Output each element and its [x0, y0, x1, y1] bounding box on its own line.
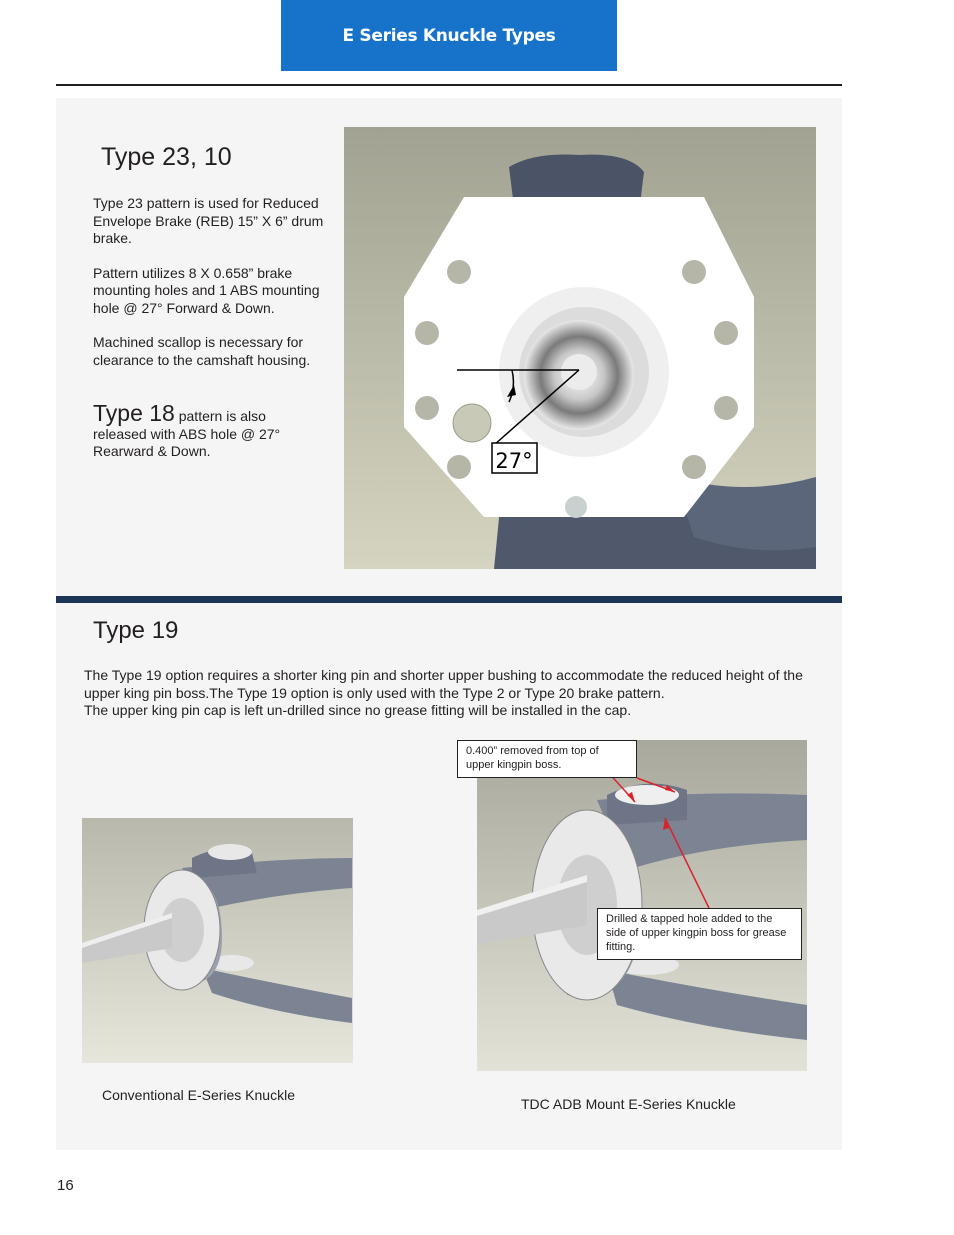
section-header-title: E Series Knuckle Types: [342, 25, 556, 46]
cap-paragraph: The upper king pin cap is left un-drilled since no grease fitting will be installed in the cap.: [84, 702, 632, 718]
angle-label: 27°: [495, 449, 533, 473]
section2-title: Type 19: [93, 617, 179, 644]
callout-boss-removed: 0.400” removed from top of upper kingpin boss.: [457, 740, 637, 778]
tdc-adb-knuckle-render: [477, 740, 807, 1071]
section1-text: [93, 195, 333, 369]
type18-heading: Type 18: [93, 400, 175, 426]
type18-text-2: released with ABS hole @ 27° Rearward & Down.: [93, 425, 281, 459]
type23-knuckle-render: [344, 127, 816, 569]
type23-paragraph: Type 23 pattern is used for Reduced Envelope Brake (REB) 15” X 6” drum brake.: [93, 195, 324, 246]
callout-grease-hole: Drilled & tapped hole added to the side of upper kingpin boss for grease fitting.: [597, 908, 802, 960]
type18-text-1: pattern is also: [178, 408, 266, 424]
type19-paragraph: The Type 19 option requires a shorter king pin and shorter upper bushing to accommodate the reduced height of the upper king pin boss.The Type 19 option is only used with the Type 2 or Type 20 brake pattern.: [84, 667, 803, 701]
type18-note: [93, 400, 333, 461]
page-number: 16: [57, 1177, 74, 1194]
caption-conventional: Conventional E-Series Knuckle: [102, 1087, 295, 1103]
section-header-tab: [281, 0, 617, 71]
section2-text: [84, 667, 814, 720]
conventional-knuckle-render: [82, 818, 353, 1063]
pattern-paragraph: Pattern utilizes 8 X 0.658” brake mounting holes and 1 ABS mounting hole @ 27° Forward & Down.: [93, 264, 320, 316]
top-rule: [56, 84, 842, 86]
section1-title: Type 23, 10: [101, 143, 232, 171]
scallop-paragraph: Machined scallop is necessary for clearance to the camshaft housing.: [93, 334, 311, 368]
caption-tdc-adb: TDC ADB Mount E-Series Knuckle: [521, 1096, 736, 1112]
section-separator: [56, 596, 842, 603]
